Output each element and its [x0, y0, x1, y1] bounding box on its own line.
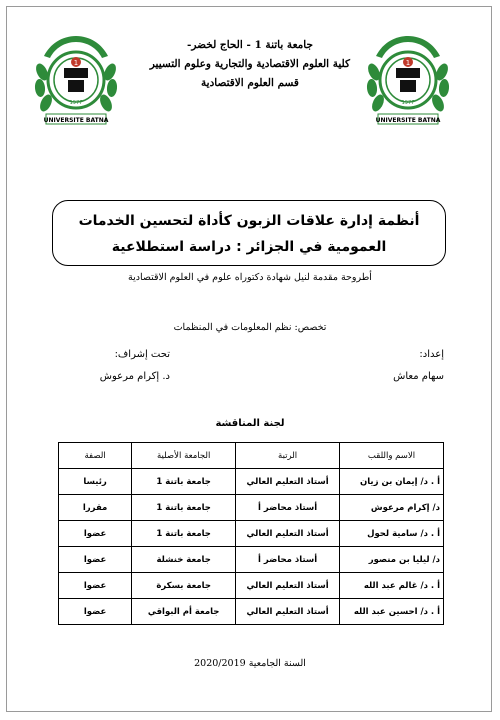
member-rank: أستاذ محاضر أ	[236, 495, 340, 521]
committee-table	[58, 442, 444, 625]
member-rank: أستاذ محاضر أ	[236, 547, 340, 573]
thesis-title-box	[52, 200, 446, 266]
academic-year: السنة الجامعية 2020/2019	[194, 658, 306, 669]
supervised-by-label: تحت إشراف:	[114, 349, 170, 360]
authorship-block	[60, 346, 444, 386]
member-role: مقررا	[59, 495, 132, 521]
thesis-title-line-1: أنظمة إدارة علاقات الزبون كأداة لتحسين الخدمات	[78, 213, 420, 229]
member-role: عضوا	[59, 547, 132, 573]
author-name: سهام معاش	[393, 371, 444, 382]
member-university: جامعة خنشلة	[132, 547, 236, 573]
member-rank: أستاذ التعليم العالي	[236, 573, 340, 599]
supervisor-name: د. إكرام مرعوش	[99, 371, 170, 382]
table-row	[59, 495, 444, 521]
university-logo-right	[364, 32, 452, 128]
table-row	[59, 573, 444, 599]
faculty-name: كلية العلوم الاقتصادية والتجارية وعلوم التسيير	[149, 58, 350, 70]
department-name: قسم العلوم الاقتصادية	[201, 77, 299, 89]
member-university: جامعة باتنة 1	[132, 495, 236, 521]
logo-year: 1977	[69, 100, 83, 106]
table-row	[59, 547, 444, 573]
member-rank: أستاذ التعليم العالي	[236, 599, 340, 625]
member-name: أ . د/ غالم عبد الله	[340, 573, 444, 599]
column-header: الاسم واللقب	[340, 443, 444, 469]
thesis-subtitle: أطروحة مقدمة لنيل شهادة دكتوراه علوم في العلوم الاقتصادية	[128, 272, 372, 283]
member-name: أ . د/ احسين عبد الله	[340, 599, 444, 625]
table-row	[59, 469, 444, 495]
member-role: رئيسا	[59, 469, 132, 495]
university-logo-left	[32, 32, 120, 128]
member-university: جامعة أم البواقي	[132, 599, 236, 625]
member-name: أ . د/ سامية لحول	[340, 521, 444, 547]
table-row	[59, 599, 444, 625]
member-name: أ . د/ إيمان بن زيان	[340, 469, 444, 495]
member-rank: أستاذ التعليم العالي	[236, 469, 340, 495]
member-name: د/ ليليا بن منصور	[340, 547, 444, 573]
table-header-row	[59, 443, 444, 469]
member-rank: أستاذ التعليم العالي	[236, 521, 340, 547]
logo-year: 1977	[401, 100, 415, 106]
committee-title: لجنة المناقشة	[215, 418, 285, 429]
column-header: الجامعة الأصلية	[132, 443, 236, 469]
member-name: د/ إكرام مرعوش	[340, 495, 444, 521]
table-row	[59, 521, 444, 547]
thesis-title-line-2: العمومية في الجزائر : دراسة استطلاعية	[111, 239, 387, 255]
member-role: عضوا	[59, 599, 132, 625]
column-header: الصفة	[59, 443, 132, 469]
supervised-by	[60, 346, 170, 386]
member-role: عضوا	[59, 573, 132, 599]
prepared-by-label: إعداد:	[419, 349, 444, 360]
prepared-by	[393, 346, 444, 386]
logo-number: 1	[405, 59, 411, 67]
institution-header	[150, 36, 350, 93]
member-university: جامعة بسكرة	[132, 573, 236, 599]
logo-university-name: UNIVERSITE BATNA	[43, 117, 109, 124]
logo-university-name: UNIVERSITE BATNA	[375, 117, 441, 124]
logo-number: 1	[73, 59, 79, 67]
member-university: جامعة باتنة 1	[132, 469, 236, 495]
member-university: جامعة باتنة 1	[132, 521, 236, 547]
specialty: تخصص: نظم المعلومات في المنظمات	[173, 322, 327, 333]
column-header: الرتبة	[236, 443, 340, 469]
university-name: جامعة باتنة 1 - الحاج لخضر-	[187, 39, 313, 51]
member-role: عضوا	[59, 521, 132, 547]
